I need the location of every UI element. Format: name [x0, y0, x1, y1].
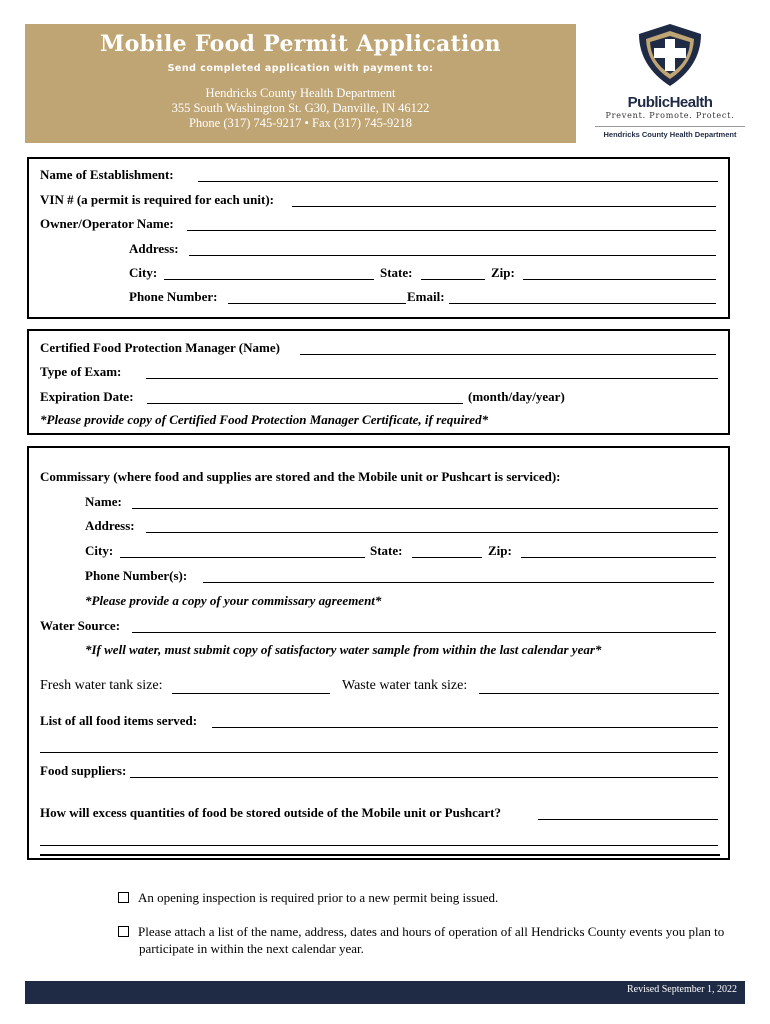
- commissary-state-field[interactable]: [412, 557, 482, 558]
- commissary-zip-label: Zip:: [488, 543, 512, 558]
- phone-fax: Phone (317) 745-9217 • Fax (317) 745-9218: [188, 116, 413, 130]
- footer-bar: [25, 981, 745, 1004]
- checklist-item-events: [118, 923, 749, 957]
- commissary-label: Commissary (where food and supplies are stored and the Mobile unit or Pushcart is serviced):: [40, 469, 561, 484]
- date-format-label: (month/day/year): [468, 389, 565, 404]
- food-suppliers-field[interactable]: [130, 777, 718, 778]
- header-banner: [25, 24, 576, 143]
- checklist-item-inspection: [118, 889, 718, 906]
- public-health-logo: [595, 22, 745, 142]
- logo-tagline: Prevent. Promote. Protect.: [605, 111, 735, 120]
- commissary-zip-field[interactable]: [521, 557, 716, 558]
- commissary-phone-field[interactable]: [203, 582, 714, 583]
- revised-date: Revised September 1, 2022: [627, 984, 737, 995]
- owner-city-field[interactable]: [164, 279, 374, 280]
- exam-type-field[interactable]: [146, 378, 718, 379]
- owner-phone-field[interactable]: [228, 303, 406, 304]
- commissary-state-label: State:: [370, 543, 403, 558]
- checkbox-icon[interactable]: [118, 892, 129, 903]
- certificate-note: *Please provide copy of Certified Food Protection Manager Certificate, if required*: [40, 412, 489, 427]
- vin-field[interactable]: [292, 206, 716, 207]
- food-items-field-continued[interactable]: [40, 752, 718, 753]
- expiration-date-field[interactable]: [147, 403, 463, 404]
- fresh-tank-field[interactable]: [172, 693, 330, 694]
- manager-name-field[interactable]: [300, 354, 716, 355]
- well-water-note: *If well water, must submit copy of satisfactory water sample from within the last calendar year*: [85, 642, 602, 657]
- fresh-tank-label: Fresh water tank size:: [40, 678, 163, 693]
- waste-tank-label: Waste water tank size:: [342, 678, 468, 693]
- checklist-text: An opening inspection is required prior to a new permit being issued.: [138, 890, 499, 905]
- commissary-name-label: Name:: [85, 494, 122, 509]
- commissary-address-label: Address:: [85, 518, 135, 533]
- owner-state-label: State:: [380, 265, 413, 280]
- logo-department: Hendricks County Health Department: [595, 126, 745, 139]
- owner-zip-field[interactable]: [523, 279, 716, 280]
- shield-cross-icon: [635, 22, 705, 88]
- send-to-label: Send completed application with payment to:: [167, 63, 434, 74]
- excess-storage-label: How will excess quantities of food be stored outside of the Mobile unit or Pushcart?: [40, 805, 502, 820]
- commissary-address-field[interactable]: [146, 532, 718, 533]
- water-source-label: Water Source:: [40, 618, 121, 633]
- commissary-agreement-note: *Please provide a copy of your commissary agreement*: [85, 593, 382, 608]
- excess-storage-field[interactable]: [538, 819, 718, 820]
- owner-email-field[interactable]: [449, 303, 716, 304]
- commissary-phone-label: Phone Number(s):: [85, 568, 188, 583]
- owner-phone-label: Phone Number:: [129, 289, 218, 304]
- establishment-name-field[interactable]: [198, 181, 718, 182]
- vin-label: VIN # (a permit is required for each unit):: [40, 192, 274, 207]
- owner-email-label: Email:: [407, 289, 445, 304]
- checklist-text: Please attach a list of the name, address, dates and hours of operation of all Hendricks County events you plan to participate in within the next calendar year.: [138, 924, 725, 956]
- checkbox-icon[interactable]: [118, 926, 129, 937]
- waste-tank-field[interactable]: [479, 693, 719, 694]
- establishment-name-label: Name of Establishment:: [40, 167, 174, 182]
- commissary-city-field[interactable]: [120, 557, 365, 558]
- owner-address-label: Address:: [129, 241, 179, 256]
- page-title: Mobile Food Permit Application: [100, 31, 501, 57]
- food-suppliers-label: Food suppliers:: [40, 763, 127, 778]
- food-items-field[interactable]: [212, 727, 718, 728]
- exam-type-label: Type of Exam:: [40, 364, 122, 379]
- water-source-field[interactable]: [132, 632, 716, 633]
- manager-name-label: Certified Food Protection Manager (Name): [40, 340, 280, 355]
- owner-city-label: City:: [129, 265, 158, 280]
- excess-storage-field-continued[interactable]: [40, 845, 718, 846]
- commissary-bottom-rule: [40, 854, 720, 856]
- dept-name: Hendricks County Health Department: [205, 86, 396, 100]
- expiration-date-label: Expiration Date:: [40, 389, 134, 404]
- owner-name-field[interactable]: [187, 230, 716, 231]
- food-items-label: List of all food items served:: [40, 713, 198, 728]
- owner-name-label: Owner/Operator Name:: [40, 216, 174, 231]
- owner-zip-label: Zip:: [491, 265, 515, 280]
- owner-address-field[interactable]: [189, 255, 716, 256]
- logo-name: PublicHealth: [627, 94, 713, 111]
- street-address: 355 South Washington St. G30, Danville, IN 46122: [171, 101, 430, 115]
- owner-state-field[interactable]: [421, 279, 485, 280]
- mailing-address: [25, 86, 576, 131]
- commissary-city-label: City:: [85, 543, 114, 558]
- commissary-name-field[interactable]: [132, 508, 718, 509]
